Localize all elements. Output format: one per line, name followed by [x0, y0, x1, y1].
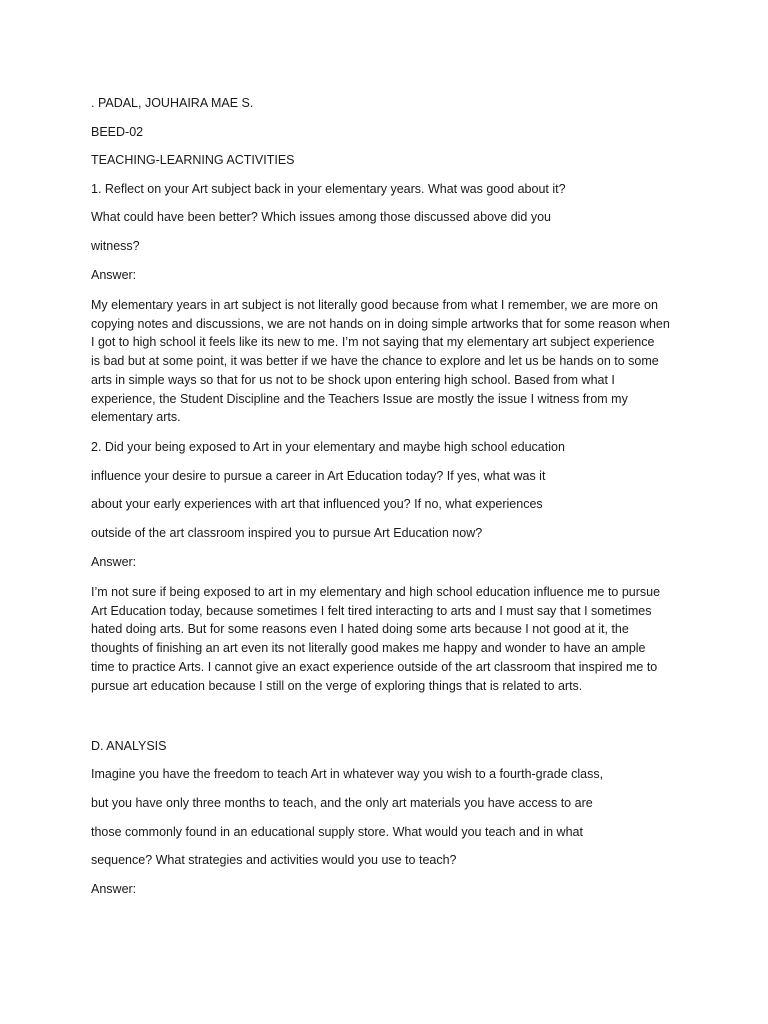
question-2-line: about your early experiences with art that influenced you? If no, what experiences [91, 497, 543, 511]
answer-2-line: I’m not sure if being exposed to art in my elementary and high school education influence me to pursue [91, 585, 661, 599]
answer-1-label: Answer: [91, 268, 137, 282]
answer-2-label: Answer: [91, 555, 137, 569]
answer-2-paragraph [91, 583, 681, 695]
answer-1-line: My elementary years in art subject is not literally good because from what I remember, we are more on [91, 298, 658, 312]
answer-2-line: Art Education today, because sometimes I felt tired interacting to arts and I must say that I sometimes [91, 603, 652, 618]
question-2-line: influence your desire to pursue a career in Art Education today? If yes, what was it [91, 469, 546, 483]
analysis-answer-label: Answer: [91, 882, 137, 896]
answer-1-line: elementary arts. [91, 410, 181, 425]
answer-1-line: arts in simple ways so that for us not to be shock upon entering high school. Based from what I [91, 372, 615, 387]
student-name: . PADAL, JOUHAIRA MAE S. [91, 96, 254, 110]
answer-1-line: experience, the Student Discipline and the Teachers Issue are mostly the issue I witness from my [91, 391, 628, 406]
answer-2-line: hated doing arts. But for some reasons even I hated doing some arts because I not good at it, the [91, 622, 629, 637]
activity-title: TEACHING-LEARNING ACTIVITIES [91, 153, 295, 167]
answer-2-line: time to practice Arts. I cannot give an exact experience outside of the art classroom that inspired me to [91, 659, 658, 674]
question-1-line: What could have been better? Which issues among those discussed above did you [91, 210, 551, 224]
analysis-line: those commonly found in an educational supply store. What would you teach and in what [91, 825, 583, 839]
analysis-line: but you have only three months to teach, and the only art materials you have access to are [91, 796, 593, 810]
question-2-line: 2. Did your being exposed to Art in your elementary and maybe high school education [91, 440, 565, 454]
question-1-line: witness? [91, 239, 140, 253]
question-2-line: outside of the art classroom inspired you to pursue Art Education now? [91, 526, 483, 540]
question-1-line: 1. Reflect on your Art subject back in your elementary years. What was good about it? [91, 182, 566, 196]
answer-1-line: is bad but at some point, it was better if we have the chance to explore and let us be hands on to some [91, 354, 659, 369]
answer-2-line: thoughts of finishing an art even its not literally good makes me happy and wonder to have an ample [91, 641, 646, 656]
answer-1-line: copying notes and discussions, we are not hands on in doing simple artworks that for some reason when [91, 316, 670, 331]
analysis-line: Imagine you have the freedom to teach Art in whatever way you wish to a fourth-grade class, [91, 767, 604, 781]
answer-1-paragraph [91, 296, 681, 427]
analysis-heading: D. ANALYSIS [91, 739, 167, 753]
answer-1-line: I got to high school it feels like its new to me. I’m not saying that my elementary art subject experience [91, 335, 655, 350]
analysis-line: sequence? What strategies and activities would you use to teach? [91, 853, 457, 867]
answer-2-line: pursue art education because I still on the verge of exploring things that is related to arts. [91, 678, 583, 693]
student-section: BEED-02 [91, 125, 144, 139]
